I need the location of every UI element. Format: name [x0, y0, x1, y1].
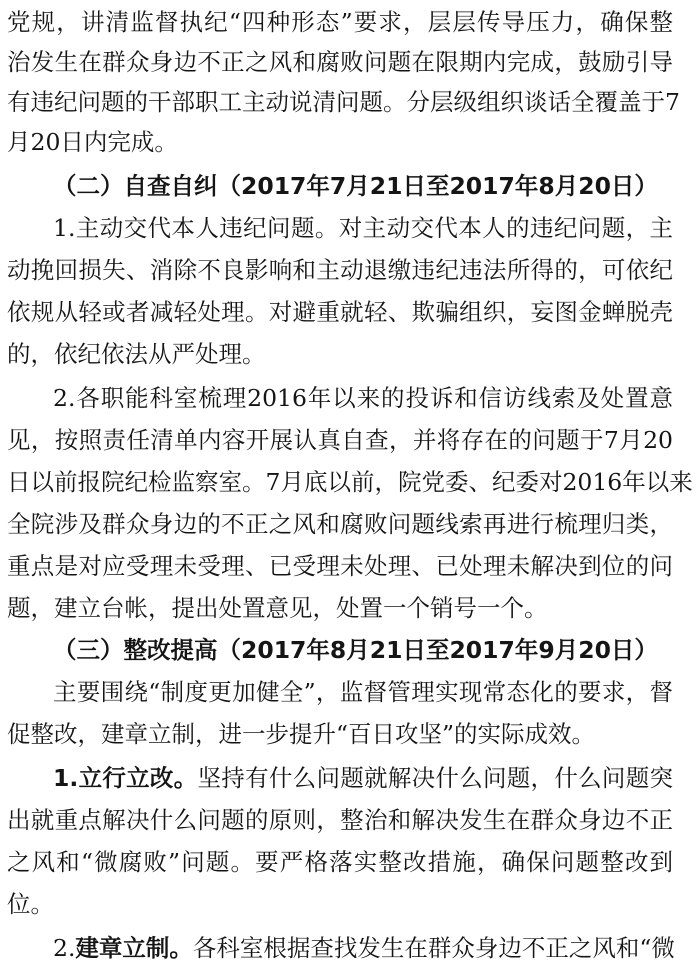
paragraph-line: 全院涉及群众身边的不正之风和腐败问题线索再进行梳理归类， [7, 510, 673, 538]
paragraph-line: 治发生在群众身边不正之风和腐败问题在限期内完成，鼓励引导 [7, 48, 673, 76]
paragraph-line: 2.各职能科室梳理2016年以来的投诉和信访线索及处置意 [53, 384, 673, 412]
paragraph-line: 的，依纪依法从严处理。 [7, 340, 266, 368]
section-heading-self-check: （二）自查自纠（2017年7月21日至2017年8月20日） [53, 172, 658, 200]
paragraph-line: 1.立行立改。坚持有什么问题就解决什么问题，什么问题突 [53, 764, 674, 792]
paragraph-line: 有违纪问题的干部职工主动说清问题。分层级组织谈话全覆盖于7 [7, 88, 680, 116]
paragraph-line: 之风和“微腐败”问题。要严格落实整改措施，确保问题整改到 [7, 848, 673, 876]
section-heading-rectification: （三）整改提高（2017年8月21日至2017年9月20日） [53, 636, 658, 664]
paragraph-line: 位。 [7, 890, 54, 918]
paragraph-line: 2.建章立制。各科室根据查找发生在群众身边不正之风和“微 [53, 934, 675, 962]
paragraph-line: 出就重点解决什么问题的原则，整治和解决发生在群众身边不正 [7, 806, 673, 834]
paragraph-line: 主要围绕“制度更加健全”，监督管理实现常态化的要求，督 [53, 678, 673, 706]
paragraph-line: 重点是对应受理未受理、已受理未处理、已处理未解决到位的问 [7, 552, 673, 580]
paragraph-line: 党规，讲清监督执纪“四种形态”要求，层层传导压力，确保整 [7, 8, 673, 36]
paragraph-line: 题，建立台帐，提出处置意见，处置一个销号一个。 [7, 594, 548, 622]
paragraph-line: 依规从轻或者减轻处理。对避重就轻、欺骗组织，妄图金蝉脱壳 [7, 298, 673, 326]
paragraph-line: 见，按照责任清单内容开展认真自查，并将存在的问题于7月20 [7, 426, 673, 454]
paragraph-line: 1.主动交代本人违纪问题。对主动交代本人的违纪问题，主 [53, 214, 673, 242]
paragraph-line: 月20日内完成。 [7, 128, 178, 156]
paragraph-line: 促整改，建章立制，进一步提升“百日攻坚”的实际成效。 [7, 720, 596, 748]
paragraph-line: 日以前报院纪检监察室。7月底以前，院党委、纪委对2016年以来 [7, 468, 693, 496]
item-title-institution-building: 建章立制。 [75, 934, 193, 962]
paragraph-line: 动挽回损失、消除不良影响和主动退缴违纪违法所得的，可依纪 [7, 256, 673, 284]
item-title-immediate-correction: 1.立行立改。 [53, 764, 198, 792]
